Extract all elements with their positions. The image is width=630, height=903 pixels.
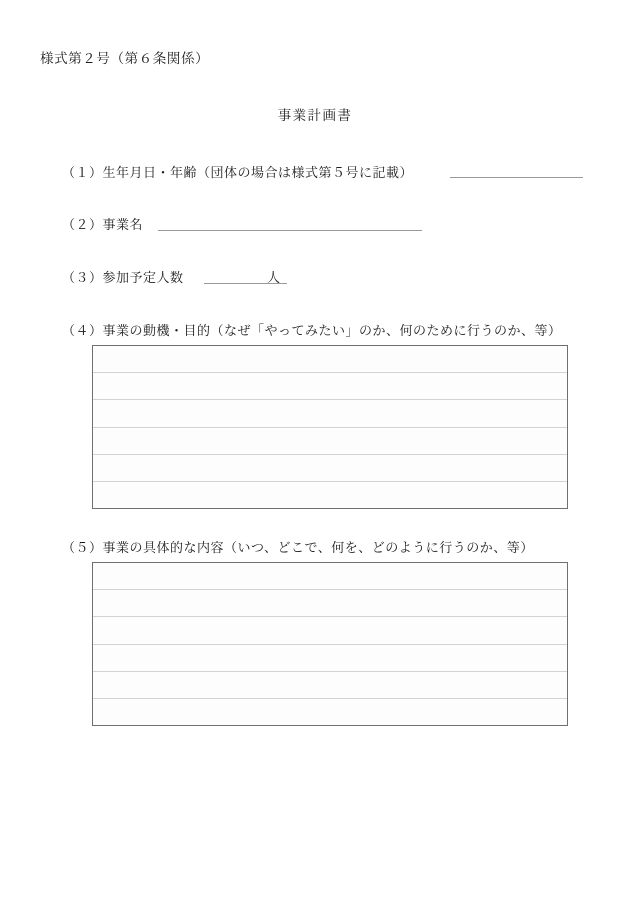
answer-row[interactable] — [93, 455, 567, 482]
answer-row[interactable] — [93, 672, 567, 699]
page-title: 事業計画書 — [277, 108, 353, 124]
item-label-2: （２）事業名 — [62, 218, 144, 233]
answer-row[interactable] — [93, 590, 567, 617]
answer-row[interactable] — [93, 645, 567, 672]
form-number: 様式第２号（第６条関係） — [40, 51, 210, 67]
answer-row[interactable] — [93, 400, 567, 427]
item-label-1: （１）生年月日・年齢（団体の場合は様式第５号に記載） — [62, 166, 414, 181]
item-label-4: （４）事業の動機・目的（なぜ「やってみたい」のか、何のために行うのか、等） — [62, 324, 562, 339]
answer-row[interactable] — [93, 373, 567, 400]
answer-row[interactable] — [93, 482, 567, 508]
item-5-answer-grid[interactable] — [92, 562, 568, 726]
answer-row[interactable] — [93, 428, 567, 455]
answer-row[interactable] — [93, 563, 567, 590]
item-4-answer-grid[interactable] — [92, 345, 568, 509]
answer-row[interactable] — [93, 617, 567, 644]
item-3-unit-label: 人 — [267, 271, 281, 286]
answer-row[interactable] — [93, 699, 567, 725]
item-label-3: （３）参加予定人数 — [62, 271, 184, 286]
item-2-blank-input[interactable] — [158, 230, 422, 231]
answer-row[interactable] — [93, 346, 567, 373]
item-3-blank-input[interactable] — [204, 283, 287, 284]
item-1-blank-input[interactable] — [450, 177, 583, 178]
item-label-5: （５）事業の具体的な内容（いつ、どこで、何を、どのように行うのか、等） — [62, 541, 534, 556]
